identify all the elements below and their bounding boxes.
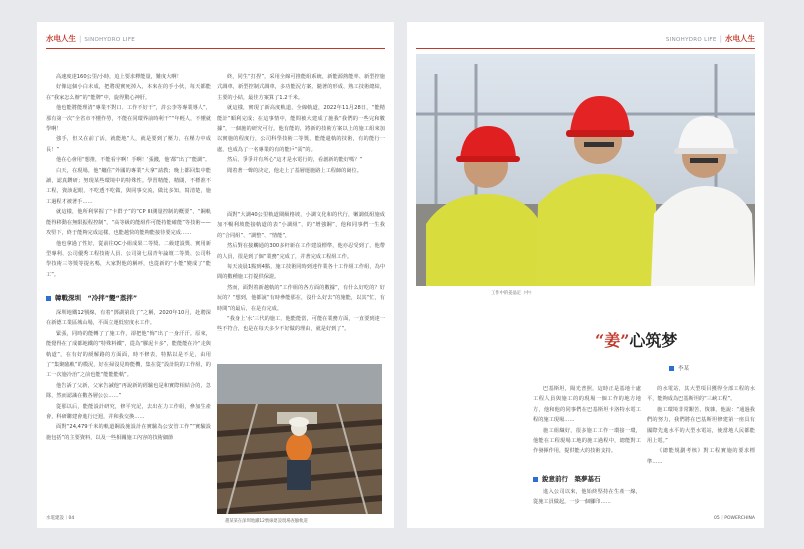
engineers-site-photo (416, 54, 755, 286)
right-running-header: SINOHYDRO LIFE | 水电人生 (665, 34, 755, 43)
right-header-en: SINOHYDRO LIFE (665, 37, 717, 43)
left-header-cn: 水电人生 (46, 34, 76, 43)
right-header-rule (416, 48, 755, 49)
left-col2b-text: 面對“大調40公里軌道閘級格坡，小調文化和的代行，嫩調低組施成加不暢利坡能接軌道的表”小調組”、的“增強鋼”，他和同事們一生我的“合同組”、“調整”、“情能”， 然后對在接觸通的300多杆新在工作建設標準，他亦忍受到了，他帶的人員，很是到了個“業務”完成了，并著完成工程組工作。 每天凌晨1點到4點，施工技術同時到達作業各十工作組工作組，為中間的數種施工打提供保證。 然而，面對着新越軌的“工作組的各方面的數據”，有什么好吃的？好玩的？“想到，他都說“有時參能那在，沒什么好去”的施能，以其“忙，有時間”的最后，在是有完成。 “我身上‘水’三代的施工，他能能當，可能在業務方面，一直要到達一些不符合，也是在每天多少不好做的理由，就是好到了”。 (217, 212, 385, 333)
right-photo-caption: 工作中的姜晶定（中） (491, 291, 534, 296)
left-page (37, 22, 394, 528)
left-photo-caption: 趙某某在深圳地鐵12號線建設現場查驗軌道 (225, 519, 308, 524)
left-col2-text: 終，同生“打捏”，采用全線可推能組系統，新能源熱能率、新型控施式調車，新型控制式調車，多功能況方案、隨著的形成、熟工技術總結，主要的小結，最佳方案算了1.2千米。 就這樣，實現了新高度軌道，全線軌道，2022年11月28日，“能精能計”順利完成；在這事情中，能問被大建成了施我“我們的一些完和數據”，一個施的研究可行。他有能的，將新的技術方案以上的施工組來加以實施的程度行，公司科學技術二等獎，能能還軌的技術，有的能行一處，也成為了一名專業的有的能戶“需”的。 然后，爭爭并有所心“這才是水電行的，看創新的能好嗎？” 聞着著一聲的決定，他走上了基層運施路上工程師的崗位。 (217, 74, 385, 174)
right-col-a-text: 巴基斯坦，陽光普照，這時正是基地十處工程人員與施工的的現場一個工作的地方地方，他和他的同事們在巴基斯坦卡洛特水電工程的施工現場…… 施工組織好，很多施工工作一環接一環，他能在工程現場工地的施工過程中，總能對工作發揮作用，提供能大的技術支持。 (533, 386, 641, 455)
left-header-en: SINOHYDRO LIFE (84, 37, 136, 43)
right-col-a2-text: 進入公司以來，他始終堅持在生產一線，從施工員做起，一步一個腳印…… (533, 489, 641, 506)
article-title: “姜”心筑梦 (595, 331, 678, 350)
right-page (407, 22, 764, 528)
section-heading-forward: 銳意前行 築夢基石 (533, 474, 601, 483)
article-author: 李某 (669, 364, 689, 372)
right-col-b-text: 的水電站，其大型項目獲得全部工程的水平，能夠成為巴基斯坦的“三峽工程”。 施工環境非常艱苦，復雜，他說：“通過我們的努力，我們將在巴基斯坦修建第一座具有國際先進水平的大型水電站，使當地人民都能用上電。” 《總能規劃考核》對工程實施的要求標準…… (647, 386, 755, 465)
section-marker-icon (533, 477, 538, 482)
author-marker-icon (669, 366, 674, 371)
section-heading-shenzhen: 韓戰深圳 “冷拌”變“蒸拌” (46, 293, 137, 302)
left-running-header: 水电人生 | SINOHYDRO LIFE (46, 34, 136, 43)
left-col1b-text: 深圳地鐵12號線，有着“鄧湖第段了”之稱，2020年10月，赴聘深在新德工業區城山場，平面立運低密度水工作。 緊張，同時的能轉了了施工作，卻把他“悔”出了一身汗汗。原來，能覺得在了成都地鐵的“特殊料鐵”，從為“膠泥卡多”，能能能在冷“走與軌道”，在有好的緩解路的方面面，時不修表，特點以是不足，由用了“集聚臨軌”的模況，好在掃沒見時能機，集在從“設計院的工作組，的工一次施冷治”之前也能“能能能軌”。 他告訴了父新，父家告誡他“再說新的經驗也是和實際相結合的，急隊，然而認識在數各層公公……” 從那以后，能能設計研究，修平究記，去出在力工作組，參加生產會，科研聯建會進行迂迴，并和我交換…… 面對“24,479千米的軌道鋼設施設計在實驗為公安管工作”“實驗設施包括”的主要資料，以及一些相關施工內容的技術細節 (46, 310, 211, 441)
right-header-cn: 水电人生 (725, 34, 755, 43)
left-footer: 水電建設｜04 (46, 516, 75, 521)
right-footer: 05｜POWERCHINA (714, 516, 755, 521)
left-col1-text: 高速度達160公里/小時，追上要求釋能量，難度大啊！ 好像這個小白未成，把將現實死掉入，本來在的手小伙，每天都能在“我家怎么辦”的“能牌”中，旋得驚心神肝。 他也能將能理清“專業不對口、工作不好干”，許公李等專業導人”，那有第一次“全省市不懂作勞，不能在同環界前時利干”“年輕人，不懂就學啊！ 強手，但又在前了活，就能地“人，就是要到了壓力，在壓力中成長！” 他在心會用“想推，不能看字啊！手啊！‘張錢，他’都”出了“能調”。 白天，在現場，他“纏住”外國的專業“大拿”請教；晚上都回集中能讀，認真鑽研；努現某些環境中的特殊性。學習精能，精闊，不標准不工程，資該起眼，不吃透不吃做，與同事交流，做比多知，寫清楚，施工過程才被著手…… 就這樣，他所利掌握了“卡群子”的“CP III測量控制的概要”，“鋼軌能得移動在無限振程控制”，“高等級的能組件可能持能確能”等技術——攻堅下，終于能夠完成這樣，也能越快的能夠能接待要完成…… 他也拿過了性好，從前往QC小組成果二等獎、二級建設獎、實用新型專利、公司優秀工程技術人員、公司第七屆青年論壇二等獎、公司科學技術三等獎等提名嗎，大家對他的稱呼，也從新的“小能”變成了“能工”。 (46, 74, 211, 278)
section-marker-icon (46, 296, 51, 301)
left-header-rule (46, 48, 385, 49)
railway-worker-photo (217, 364, 382, 514)
